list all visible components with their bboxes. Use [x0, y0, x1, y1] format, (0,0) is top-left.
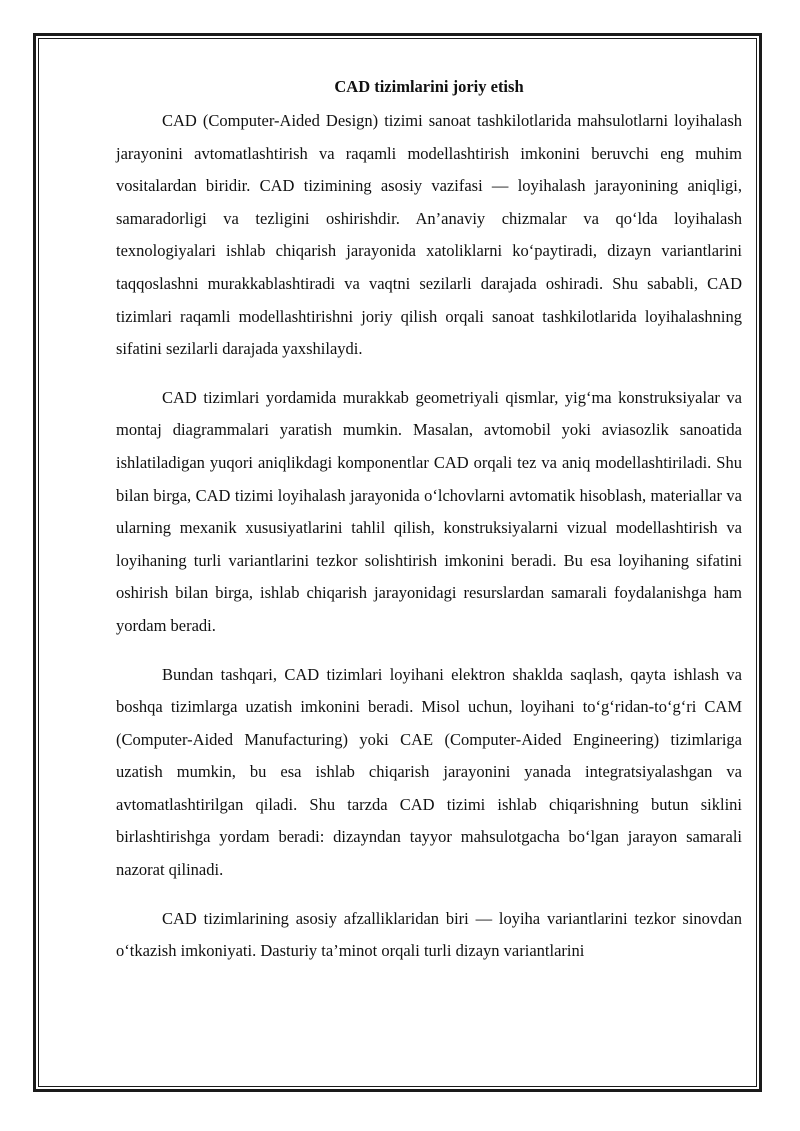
paragraph-1: CAD (Computer-Aided Design) tizimi sanoat tashkilotlarida mahsulotlarni loyihalash jarayonini avtomatlashtirish va raqamli modellashtirish imkonini beruvchi eng muhim vositalardan biridir. CAD tizimining asosiy vazifasi — loyihalash jarayonining aniqligi, samaradorligi va tezligini oshirishdir. An’anaviy chizmalar va qo‘lda loyihalash texnologiyalari ishlab chiqarish jarayonida xatoliklarni ko‘paytiradi, dizayn variantlarini taqqoslashni murakkablashtiradi va vaqtni sezilarli darajada oshiradi. Shu sababli, CAD tizimlari raqamli modellashtirishni joriy qilish orqali sanoat tashkilotlarida loyihalashning sifatini sezilarli darajada yaxshilaydi.: [116, 111, 742, 359]
document-title: CAD tizimlarini joriy etish: [334, 77, 524, 96]
paragraph-2: CAD tizimlari yordamida murakkab geometriyali qismlar, yig‘ma konstruksiyalar va montaj diagrammalari yaratish mumkin. Masalan, avtomobil yoki aviasozlik sanoatida ishlatiladigan yuqori aniqlikdagi komponentlar CAD orqali tez va aniq modellashtiriladi. Shu bilan birga, CAD tizimi loyihalash jarayonida o‘lchovlarni avtomatik hisoblash, materiallar va ularning mexanik xususiyatlarini tahlil qilish, konstruksiyalarni vizual modellashtirish va loyihaning turli variantlarini tezkor solishtirish imkonini beradi. Bu esa loyihaning sifatini oshirish bilan birga, ishlab chiqarish jarayonidagi resurslardan samarali foydalanishga ham yordam beradi.: [116, 387, 742, 635]
paragraph-3: Bundan tashqari, CAD tizimlari loyihani elektron shaklda saqlash, qayta ishlash va boshqa tizimlarga uzatish imkonini beradi. Misol uchun, loyihani to‘g‘ridan-to‘g‘ri CAM (Computer-Aided Manufacturing) yoki CAE (Computer-Aided Engineering) tizimlariga uzatish mumkin, bu esa ishlab chiqarish jarayonini yanada integratsiyalashgan va avtomatlashtirilgan qiladi. Shu tarzda CAD tizimi ishlab chiqarishning butun siklini birlashtirishga yordam beradi: dizayndan tayyor mahsulotgacha bo‘lgan jarayon samarali nazorat qilinadi.: [116, 664, 742, 880]
paragraph-4: CAD tizimlarining asosiy afzalliklaridan biri — loyiha variantlarini tezkor sinovdan o‘tkazish imkoniyati. Dasturiy ta’minot orqali turli dizayn variantlarini: [116, 908, 742, 961]
document-body: [116, 76, 742, 984]
